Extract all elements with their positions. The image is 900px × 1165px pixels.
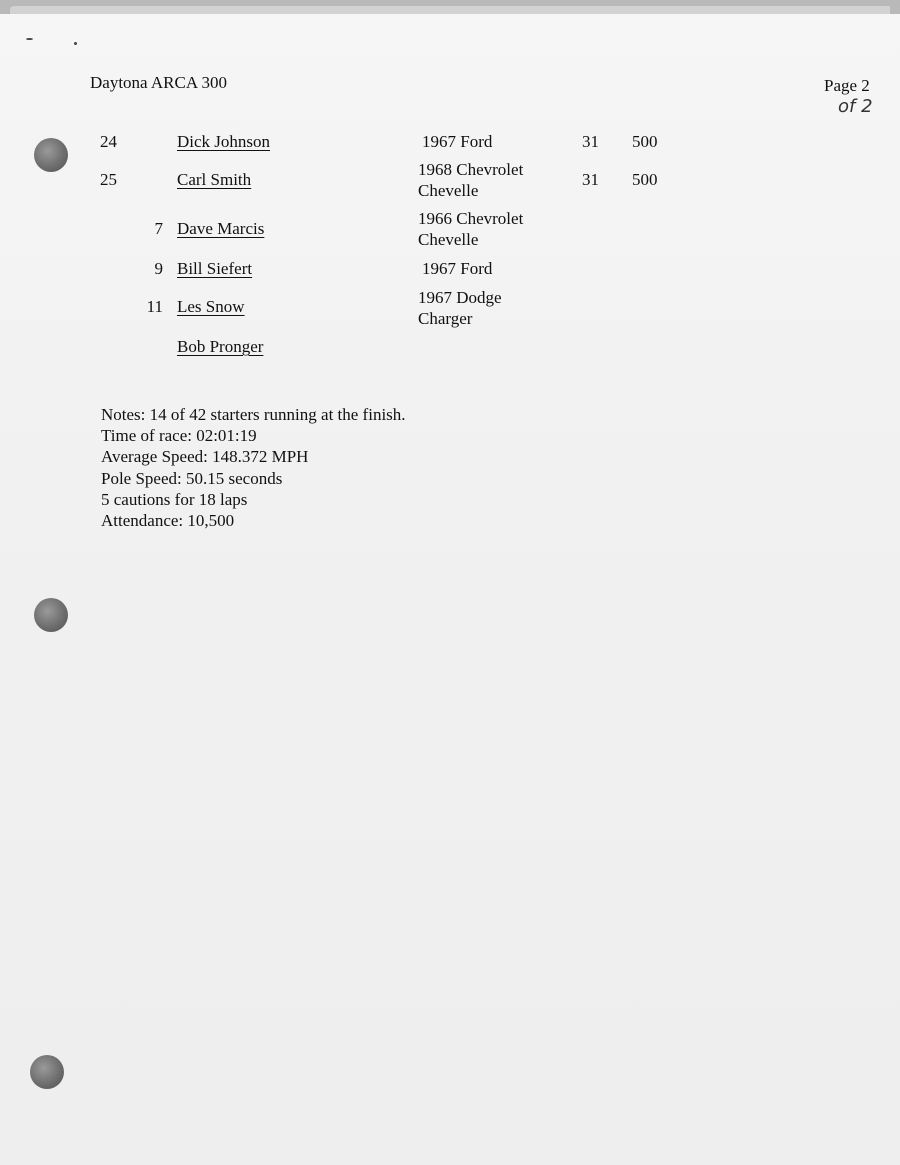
car-model: 1966 Chevrolet Chevelle — [418, 209, 524, 249]
car-model: 1967 Ford — [422, 259, 493, 278]
car-model: 1967 Ford — [422, 132, 493, 151]
handwritten-page-total: of 2 — [838, 96, 873, 117]
winnings: 500 — [632, 170, 658, 189]
scan-speck — [26, 38, 33, 40]
document-title: Daytona ARCA 300 — [90, 73, 227, 92]
driver-name: Dave Marcis — [177, 219, 265, 238]
notes-cautions: 5 cautions for 18 laps — [101, 489, 248, 509]
notes-pole-speed: Pole Speed: 50.15 seconds — [101, 468, 283, 488]
notes-average-speed: Average Speed: 148.372 MPH — [101, 447, 309, 467]
punch-hole — [34, 598, 68, 632]
winnings: 500 — [632, 132, 658, 151]
laps-completed: 31 — [582, 132, 599, 151]
punch-hole — [34, 138, 68, 172]
car-model: 1967 Dodge Charger — [418, 288, 502, 328]
punch-hole — [30, 1055, 64, 1089]
notes-attendance: Attendance: 10,500 — [101, 511, 235, 531]
scan-speck — [74, 42, 77, 45]
notes-time-of-race: Time of race: 02:01:19 — [101, 426, 257, 446]
driver-name: Bob Pronger — [177, 337, 264, 356]
notes-starters: Notes: 14 of 42 starters running at the finish. — [101, 405, 406, 424]
scan-edge — [0, 0, 900, 14]
driver-name: Les Snow — [177, 297, 245, 316]
page-number: Page 2 — [824, 76, 870, 95]
car-number: 11 — [146, 297, 163, 316]
driver-name: Carl Smith — [177, 170, 252, 189]
finish-position: 25 — [100, 170, 117, 189]
finish-position: 24 — [100, 132, 117, 151]
car-model: 1968 Chevrolet Chevelle — [418, 160, 524, 200]
race-notes — [101, 404, 406, 531]
laps-completed: 31 — [582, 170, 599, 189]
driver-name: Bill Siefert — [177, 259, 253, 278]
car-number: 9 — [154, 259, 163, 278]
car-number: 7 — [154, 219, 163, 238]
driver-name: Dick Johnson — [177, 132, 271, 151]
